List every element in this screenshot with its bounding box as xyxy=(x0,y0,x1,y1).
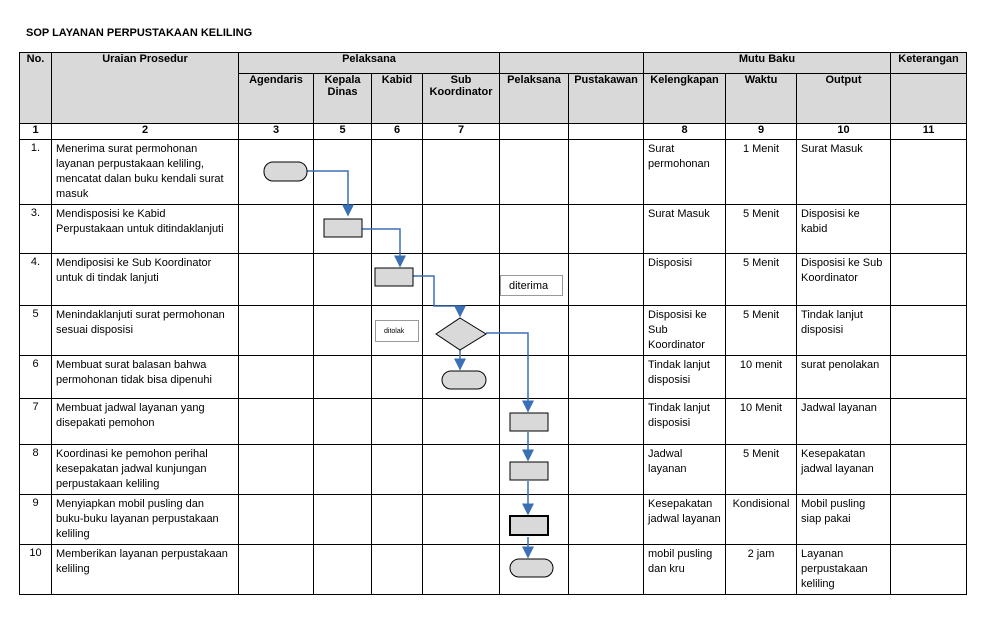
col-number xyxy=(569,124,644,140)
header-output: Output xyxy=(797,74,891,124)
header-uraian: Uraian Prosedur xyxy=(52,53,239,124)
row-output: Mobil pusling siap pakai xyxy=(797,495,891,545)
row-no: 5 xyxy=(20,306,52,356)
row-output: Tindak lanjut disposisi xyxy=(797,306,891,356)
table-row xyxy=(20,445,967,495)
row-uraian: Memberikan layanan perpustakaan keliling xyxy=(52,545,239,595)
header-kelengkapan: Kelengkapan xyxy=(644,74,726,124)
row-no: 1. xyxy=(20,140,52,205)
header-empty-group xyxy=(500,53,644,74)
table-row xyxy=(20,399,967,445)
header-no: No. xyxy=(20,53,52,124)
col-number: 8 xyxy=(644,124,726,140)
row-waktu: Kondisional xyxy=(726,495,797,545)
row-uraian: Membuat surat balasan bahwa permohonan tidak bisa dipenuhi xyxy=(52,356,239,399)
header-sub-koordinator: Sub Koordinator xyxy=(423,74,500,124)
label-ditolak: ditolak xyxy=(375,320,419,342)
col-number xyxy=(500,124,569,140)
row-no: 8 xyxy=(20,445,52,495)
row-output: Kesepakatan jadwal layanan xyxy=(797,445,891,495)
row-kelengkapan: Tindak lanjut disposisi xyxy=(644,356,726,399)
row-output: Disposisi ke kabid xyxy=(797,205,891,254)
table-row xyxy=(20,306,967,356)
row-no: 6 xyxy=(20,356,52,399)
row-waktu: 1 Menit xyxy=(726,140,797,205)
header-keterangan-sub xyxy=(891,74,967,124)
col-number: 5 xyxy=(314,124,372,140)
row-no: 9 xyxy=(20,495,52,545)
table-row xyxy=(20,140,967,205)
row-no: 4. xyxy=(20,254,52,306)
row-kelengkapan: Tindak lanjut disposisi xyxy=(644,399,726,445)
header-kepala-dinas: Kepala Dinas xyxy=(314,74,372,124)
header-keterangan: Keterangan xyxy=(891,53,967,74)
col-number: 3 xyxy=(239,124,314,140)
row-no: 7 xyxy=(20,399,52,445)
col-number: 10 xyxy=(797,124,891,140)
header-waktu: Waktu xyxy=(726,74,797,124)
row-kelengkapan: Disposisi xyxy=(644,254,726,306)
table-row xyxy=(20,545,967,595)
row-waktu: 5 Menit xyxy=(726,445,797,495)
row-waktu: 2 jam xyxy=(726,545,797,595)
header-agendaris: Agendaris xyxy=(239,74,314,124)
sop-table xyxy=(19,52,967,595)
row-output: Disposisi ke Sub Koordinator xyxy=(797,254,891,306)
header-kabid: Kabid xyxy=(372,74,423,124)
header-mutu-group: Mutu Baku xyxy=(644,53,891,74)
row-uraian: Menerima surat permohonan layanan perpustakaan keliling, mencatat dalan buku kendali surat masuk xyxy=(52,140,239,205)
row-uraian: Menyiapkan mobil pusling dan buku-buku layanan perpustakaan keliling xyxy=(52,495,239,545)
row-no: 10 xyxy=(20,545,52,595)
table-row xyxy=(20,495,967,545)
col-number: 7 xyxy=(423,124,500,140)
row-uraian: Mendisposisi ke Kabid Perpustakaan untuk ditindaklanjuti xyxy=(52,205,239,254)
row-output: Jadwal layanan xyxy=(797,399,891,445)
row-output: Layanan perpustakaan keliling xyxy=(797,545,891,595)
row-uraian: Menindaklanjuti surat permohonan sesuai disposisi xyxy=(52,306,239,356)
header-pelaksana: Pelaksana xyxy=(500,74,569,124)
row-output: Surat Masuk xyxy=(797,140,891,205)
row-kelengkapan: Kesepakatan jadwal layanan xyxy=(644,495,726,545)
row-uraian: Membuat jadwal layanan yang disepakati pemohon xyxy=(52,399,239,445)
row-waktu: 10 menit xyxy=(726,356,797,399)
table-row xyxy=(20,205,967,254)
table-row xyxy=(20,356,967,399)
col-number: 2 xyxy=(52,124,239,140)
col-number: 1 xyxy=(20,124,52,140)
row-kelengkapan: Jadwal layanan xyxy=(644,445,726,495)
col-number: 6 xyxy=(372,124,423,140)
header-pelaksana-group: Pelaksana xyxy=(239,53,500,74)
row-uraian: Koordinasi ke pemohon perihal kesepakatan jadwal kunjungan perpustakaan keliling xyxy=(52,445,239,495)
page-title: SOP LAYANAN PERPUSTAKAAN KELILING xyxy=(26,27,253,39)
row-waktu: 5 Menit xyxy=(726,306,797,356)
row-waktu: 5 Menit xyxy=(726,254,797,306)
row-kelengkapan: Disposisi ke Sub Koordinator xyxy=(644,306,726,356)
row-waktu: 5 Menit xyxy=(726,205,797,254)
row-kelengkapan: mobil pusling dan kru xyxy=(644,545,726,595)
col-number: 11 xyxy=(891,124,967,140)
row-kelengkapan: Surat Masuk xyxy=(644,205,726,254)
header-pustakawan: Pustakawan xyxy=(569,74,644,124)
row-uraian: Mendiposisi ke Sub Koordinator untuk di tindak lanjuti xyxy=(52,254,239,306)
label-diterima: diterima xyxy=(500,275,563,296)
row-kelengkapan: Surat permohonan xyxy=(644,140,726,205)
col-number: 9 xyxy=(726,124,797,140)
row-no: 3. xyxy=(20,205,52,254)
row-waktu: 10 Menit xyxy=(726,399,797,445)
table-row xyxy=(20,254,967,306)
row-output: surat penolakan xyxy=(797,356,891,399)
